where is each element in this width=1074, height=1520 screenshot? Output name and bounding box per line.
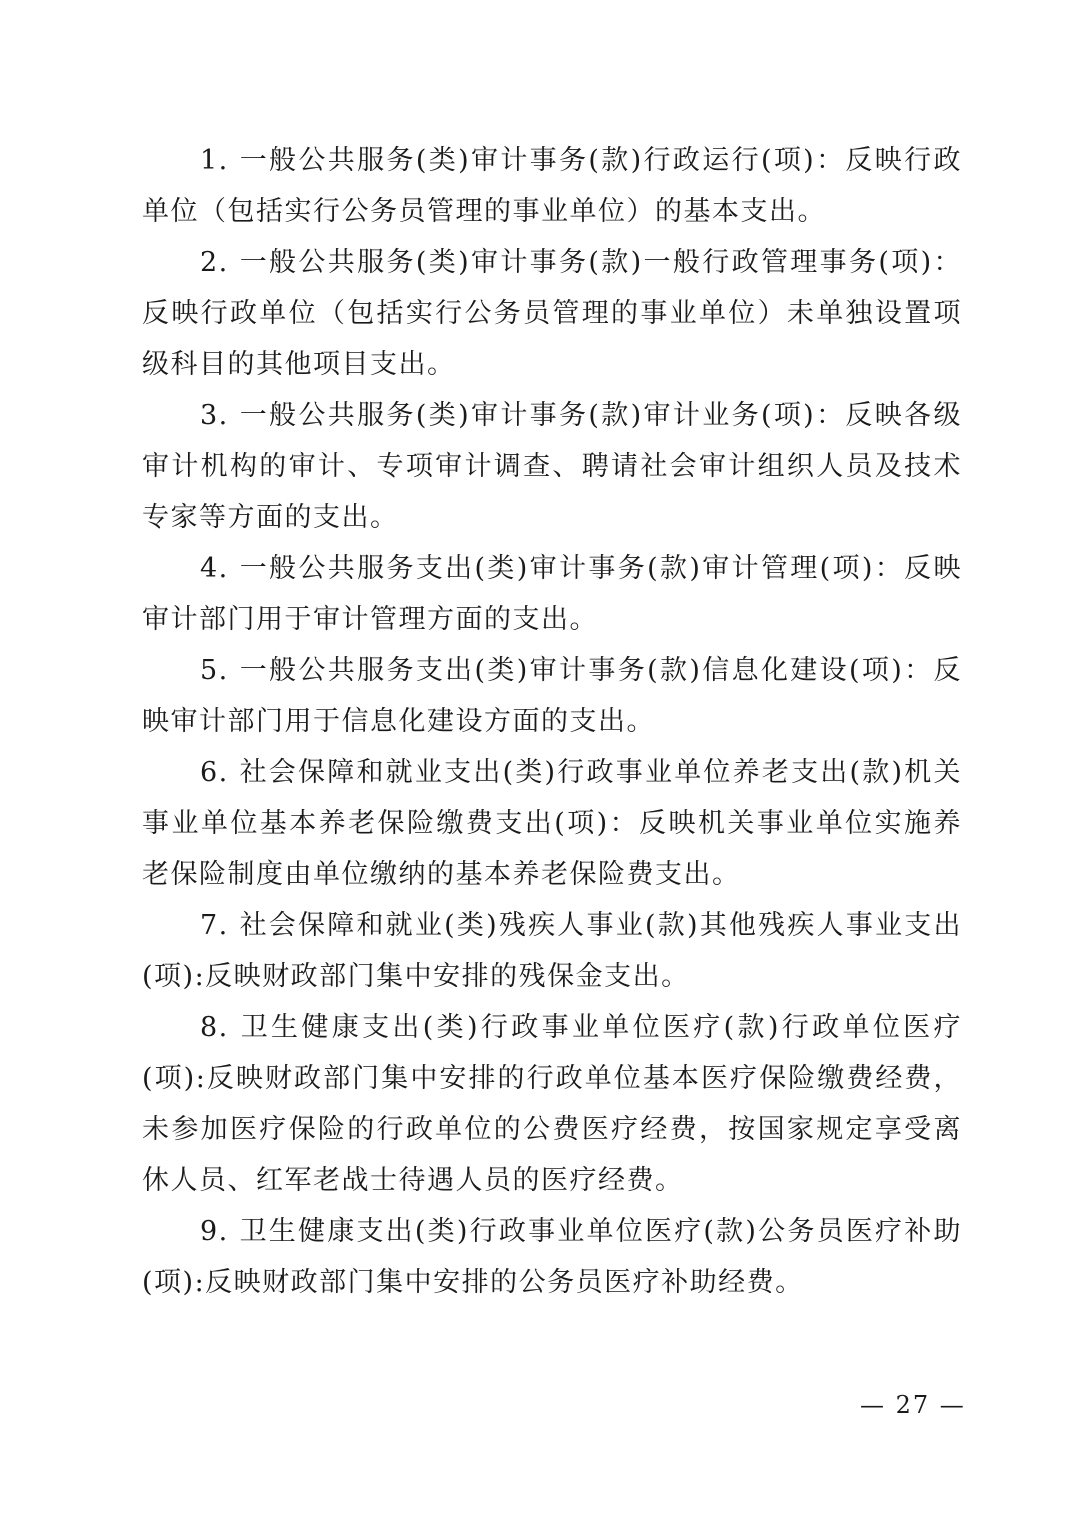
paragraph-8: 8. 卫生健康支出(类)行政事业单位医疗(款)行政单位医疗(项):反映财政部门集中安排的行政单位基本医疗保险缴费经费，未参加医疗保险的行政单位的公费医疗经费，按国家规定享受离休人员、红军老战士待遇人员的医疗经费。 xyxy=(142,1012,962,1196)
document-body xyxy=(142,135,962,1308)
paragraph-9: 9. 卫生健康支出(类)行政事业单位医疗(款)公务员医疗补助(项):反映财政部门集中安排的公务员医疗补助经费。 xyxy=(142,1216,962,1298)
paragraph-7: 7. 社会保障和就业(类)残疾人事业(款)其他残疾人事业支出(项):反映财政部门集中安排的残保金支出。 xyxy=(142,910,962,992)
paragraph-2: 2. 一般公共服务(类)审计事务(款)一般行政管理事务(项)：反映行政单位（包括实行公务员管理的事业单位）未单独设置项级科目的其他项目支出。 xyxy=(142,247,962,380)
paragraph-4: 4. 一般公共服务支出(类)审计事务(款)审计管理(项)：反映审计部门用于审计管理方面的支出。 xyxy=(142,553,962,635)
paragraph-1: 1. 一般公共服务(类)审计事务(款)行政运行(项)：反映行政单位（包括实行公务员管理的事业单位）的基本支出。 xyxy=(142,145,962,227)
page-number: — 27 — xyxy=(860,1391,966,1419)
paragraph-3: 3. 一般公共服务(类)审计事务(款)审计业务(项)：反映各级审计机构的审计、专项审计调查、聘请社会审计组织人员及技术专家等方面的支出。 xyxy=(142,400,962,533)
paragraph-5: 5. 一般公共服务支出(类)审计事务(款)信息化建设(项)：反映审计部门用于信息化建设方面的支出。 xyxy=(142,655,962,737)
paragraph-6: 6. 社会保障和就业支出(类)行政事业单位养老支出(款)机关事业单位基本养老保险缴费支出(项)：反映机关事业单位实施养老保险制度由单位缴纳的基本养老保险费支出。 xyxy=(142,757,962,890)
